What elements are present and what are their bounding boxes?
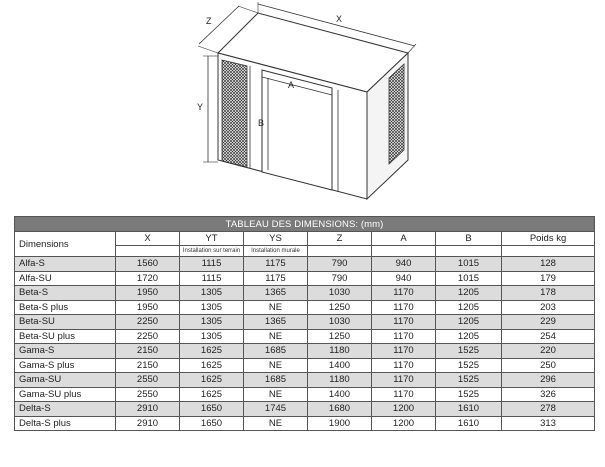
front-door	[262, 70, 332, 190]
table-header-row	[15, 232, 595, 246]
table-cell: 1625	[180, 373, 244, 388]
table-cell: 1610	[436, 402, 502, 417]
column-header: A	[372, 232, 436, 246]
table-cell: 1720	[116, 271, 180, 286]
table-cell: 2910	[116, 416, 180, 431]
table-cell: 203	[502, 300, 595, 315]
side-grille	[389, 64, 404, 164]
table-cell: 1305	[180, 286, 244, 301]
table-cell: 1170	[372, 300, 436, 315]
model-name-cell: Beta-SU plus	[15, 329, 116, 344]
column-subheader	[372, 246, 436, 257]
table-cell: 1115	[180, 271, 244, 286]
table-cell: 128	[502, 257, 595, 272]
table-cell: 220	[502, 344, 595, 359]
table-title: TABLEAU DES DIMENSIONS: (mm)	[15, 217, 595, 232]
table-cell: 278	[502, 402, 595, 417]
table-cell: 2250	[116, 315, 180, 330]
table-cell: 1030	[308, 315, 372, 330]
table-cell: 1205	[436, 315, 502, 330]
table-cell: 1305	[180, 315, 244, 330]
table-cell: 1205	[436, 300, 502, 315]
table-cell: 1525	[436, 387, 502, 402]
model-name-cell: Alfa-S	[15, 257, 116, 272]
model-name-cell: Gama-S	[15, 344, 116, 359]
dimension-label-x: X	[336, 14, 343, 24]
table-cell: 1200	[372, 402, 436, 417]
column-subheader	[308, 246, 372, 257]
table-cell: 1525	[436, 373, 502, 388]
table-cell: 1170	[372, 358, 436, 373]
table-cell: 1030	[308, 286, 372, 301]
table-cell: 1175	[244, 271, 308, 286]
dimension-label-a: A	[288, 80, 295, 90]
model-name-cell: Gama-SU	[15, 373, 116, 388]
table-cell: NE	[244, 300, 308, 315]
table-cell: 1170	[372, 344, 436, 359]
column-subheader	[502, 246, 595, 257]
column-header: Poids kg	[502, 232, 595, 246]
table-cell: 1180	[308, 373, 372, 388]
dimensions-table	[14, 216, 595, 431]
table-cell: 1170	[372, 286, 436, 301]
dimension-label-b: B	[258, 118, 265, 128]
table-cell: 2250	[116, 329, 180, 344]
table-cell: 1115	[180, 257, 244, 272]
table-cell: 1625	[180, 344, 244, 359]
table-cell: 1685	[244, 373, 308, 388]
unit-dimension-drawing	[0, 0, 605, 210]
dimension-label-z: Z	[206, 16, 212, 26]
table-cell: 1170	[372, 329, 436, 344]
table-cell: 1305	[180, 329, 244, 344]
model-name-cell: Delta-S plus	[15, 416, 116, 431]
column-header: YT	[180, 232, 244, 246]
table-cell: 1745	[244, 402, 308, 417]
table-cell: 1170	[372, 315, 436, 330]
table-cell: 2150	[116, 358, 180, 373]
column-subheader: Installation murale	[244, 246, 308, 257]
table-cell: 1015	[436, 257, 502, 272]
model-name-cell: Beta-S plus	[15, 300, 116, 315]
table-cell: 250	[502, 358, 595, 373]
column-header: Z	[308, 232, 372, 246]
column-header: YS	[244, 232, 308, 246]
table-row	[15, 358, 595, 373]
table-cell: 1685	[244, 344, 308, 359]
table-cell: 940	[372, 271, 436, 286]
table-cell: 296	[502, 373, 595, 388]
model-name-cell: Gama-SU plus	[15, 387, 116, 402]
table-cell: 1900	[308, 416, 372, 431]
table-row	[15, 344, 595, 359]
table-row	[15, 416, 595, 431]
table-cell: 1175	[244, 257, 308, 272]
table-cell: 1170	[372, 373, 436, 388]
table-cell: 1950	[116, 286, 180, 301]
table-row	[15, 300, 595, 315]
table-row	[15, 402, 595, 417]
table-cell: 940	[372, 257, 436, 272]
table-cell: 2550	[116, 387, 180, 402]
table-cell: 1170	[372, 387, 436, 402]
table-cell: 313	[502, 416, 595, 431]
table-cell: 1560	[116, 257, 180, 272]
table-cell: NE	[244, 387, 308, 402]
table-cell: 2150	[116, 344, 180, 359]
table-cell: 1610	[436, 416, 502, 431]
table-cell: 1305	[180, 300, 244, 315]
table-cell: 229	[502, 315, 595, 330]
table-row	[15, 257, 595, 272]
column-header: Dimensions	[15, 232, 116, 257]
table-cell: 790	[308, 257, 372, 272]
table-cell: 179	[502, 271, 595, 286]
table-row	[15, 373, 595, 388]
column-header: B	[436, 232, 502, 246]
table-cell: 1205	[436, 286, 502, 301]
table-cell: NE	[244, 416, 308, 431]
front-grille	[222, 60, 247, 167]
table-row	[15, 286, 595, 301]
model-name-cell: Gama-S plus	[15, 358, 116, 373]
table-row	[15, 315, 595, 330]
model-name-cell: Beta-SU	[15, 315, 116, 330]
table-cell: 790	[308, 271, 372, 286]
table-cell: 1400	[308, 387, 372, 402]
table-cell: 1650	[180, 402, 244, 417]
table-row	[15, 387, 595, 402]
table-cell: 2910	[116, 402, 180, 417]
table-cell: 1365	[244, 315, 308, 330]
table-cell: 178	[502, 286, 595, 301]
table-cell: 1250	[308, 300, 372, 315]
table-cell: 1205	[436, 329, 502, 344]
table-cell: 254	[502, 329, 595, 344]
table-cell: 1625	[180, 358, 244, 373]
column-subheader: Installation sur terrain	[180, 246, 244, 257]
dimension-label-y: Y	[197, 102, 204, 112]
table-cell: 326	[502, 387, 595, 402]
table-cell: 2550	[116, 373, 180, 388]
column-header: X	[116, 232, 180, 246]
table-cell: 1400	[308, 358, 372, 373]
table-cell: 1365	[244, 286, 308, 301]
model-name-cell: Beta-S	[15, 286, 116, 301]
table-cell: 1200	[372, 416, 436, 431]
column-subheader	[436, 246, 502, 257]
table-cell: 1625	[180, 387, 244, 402]
dimensions-table-container	[14, 216, 594, 431]
model-name-cell: Delta-S	[15, 402, 116, 417]
table-cell: NE	[244, 358, 308, 373]
table-row	[15, 329, 595, 344]
column-subheader	[116, 246, 180, 257]
model-name-cell: Alfa-SU	[15, 271, 116, 286]
table-cell: 1180	[308, 344, 372, 359]
table-cell: 1015	[436, 271, 502, 286]
table-row	[15, 271, 595, 286]
table-cell: 1680	[308, 402, 372, 417]
table-cell: 1525	[436, 344, 502, 359]
table-cell: 1650	[180, 416, 244, 431]
table-cell: 1525	[436, 358, 502, 373]
table-cell: 1250	[308, 329, 372, 344]
cabinet-illustration	[0, 0, 605, 210]
table-cell: NE	[244, 329, 308, 344]
table-cell: 1950	[116, 300, 180, 315]
